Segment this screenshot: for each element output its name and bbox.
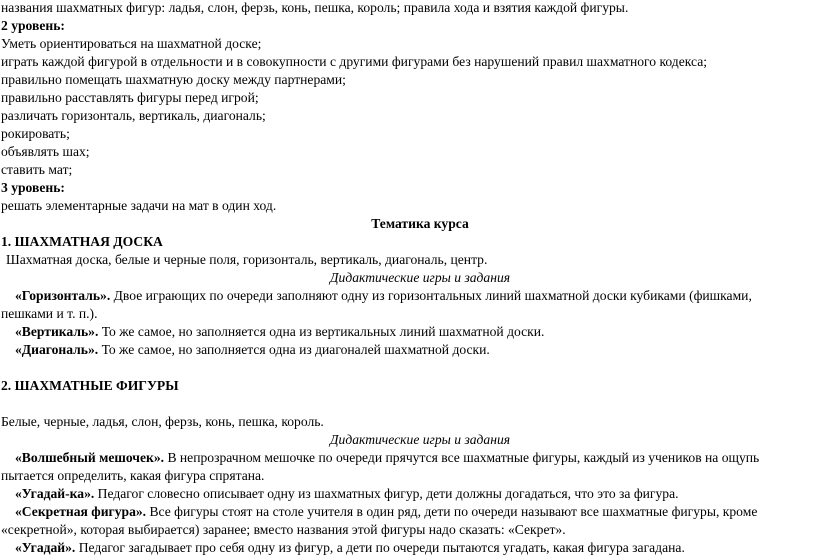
level2-item: рокировать;	[1, 126, 70, 141]
game-item	[15, 341, 490, 359]
section1-number: 1.	[1, 234, 12, 249]
level2-item: объявлять шах;	[1, 144, 90, 159]
game-name: «Вертикаль».	[15, 324, 99, 339]
game-item	[15, 539, 685, 557]
level3-heading: 3 уровень:	[1, 180, 65, 195]
game-name: «Угадай».	[15, 540, 76, 555]
game-text: То же самое, но заполняется одна из вертикальных линий шахматной доски.	[98, 324, 545, 339]
game-name: «Диагональ».	[15, 342, 99, 357]
level2-heading: 2 уровень:	[1, 18, 65, 33]
level2-item: правильно помещать шахматную доску между партнерами;	[1, 72, 346, 87]
level2-item: различать горизонталь, вертикаль, диагональ;	[1, 108, 266, 123]
game-text-continuation: пытается определить, какая фигура спрятана.	[1, 468, 265, 483]
game-text: В непрозрачном мешочке по очереди прячутся все шахматные фигуры, каждый из учеников на ощупь	[164, 450, 760, 465]
game-name: «Секретная фигура».	[15, 504, 147, 519]
level3-item: решать элементарные задачи на мат в один ход.	[1, 198, 277, 213]
section1-title: ШАХМАТНАЯ ДОСКА	[14, 234, 163, 249]
course-topics-title: Тематика курса	[371, 216, 469, 231]
level2-item: Уметь ориентироваться на шахматной доске;	[1, 36, 262, 51]
game-text: Все фигуры стоят на столе учителя в один ряд, дети по очереди называют все шахматные фигуры, кроме	[146, 504, 758, 519]
game-item	[15, 287, 752, 305]
game-text: То же самое, но заполняется одна из диагоналей шахматной доски.	[98, 342, 490, 357]
game-item	[15, 323, 544, 341]
game-name: «Горизонталь».	[15, 288, 111, 303]
game-name: «Угадай-ка».	[15, 486, 95, 501]
section1-heading	[1, 233, 163, 251]
intro-line: названия шахматных фигур: ладья, слон, ферзь, конь, пешка, король; правила хода и взятия каждой фигуры.	[1, 0, 629, 15]
game-item	[15, 449, 759, 467]
section2-games-title: Дидактические игры и задания	[329, 432, 511, 447]
section1-games-title: Дидактические игры и задания	[329, 270, 511, 285]
game-text-continuation: пешками и т. п.).	[1, 306, 98, 321]
game-text: Двое играющих по очереди заполняют одну из горизонтальных линий шахматной доски кубиками (фишками,	[110, 288, 752, 303]
level2-item: играть каждой фигурой в отдельности и в совокупности с другими фигурами без нарушений правил шахматного кодекса;	[1, 54, 708, 69]
section2-description: Белые, черные, ладья, слон, ферзь, конь, пешка, король.	[1, 414, 324, 429]
game-text: Педагог словесно описывает одну из шахматных фигур, дети должны догадаться, что это за фигура.	[94, 486, 679, 501]
game-text: Педагог загадывает про себя одну из фигур, а дети по очереди пытаются угадать, какая фигура загадана.	[75, 540, 685, 555]
level2-item: правильно расставлять фигуры перед игрой;	[1, 90, 259, 105]
game-item	[15, 485, 679, 503]
section2-title: 2. ШАХМАТНЫЕ ФИГУРЫ	[1, 378, 179, 393]
game-text-continuation: «секретной», которая выбирается) заранее; вместо названия этой фигуры надо сказать: «Секрет».	[1, 522, 566, 537]
level2-item: ставить мат;	[1, 162, 73, 177]
game-name: «Волшебный мешочек».	[15, 450, 165, 465]
section1-description: Шахматная доска, белые и черные поля, горизонталь, вертикаль, диагональ, центр.	[6, 252, 488, 267]
